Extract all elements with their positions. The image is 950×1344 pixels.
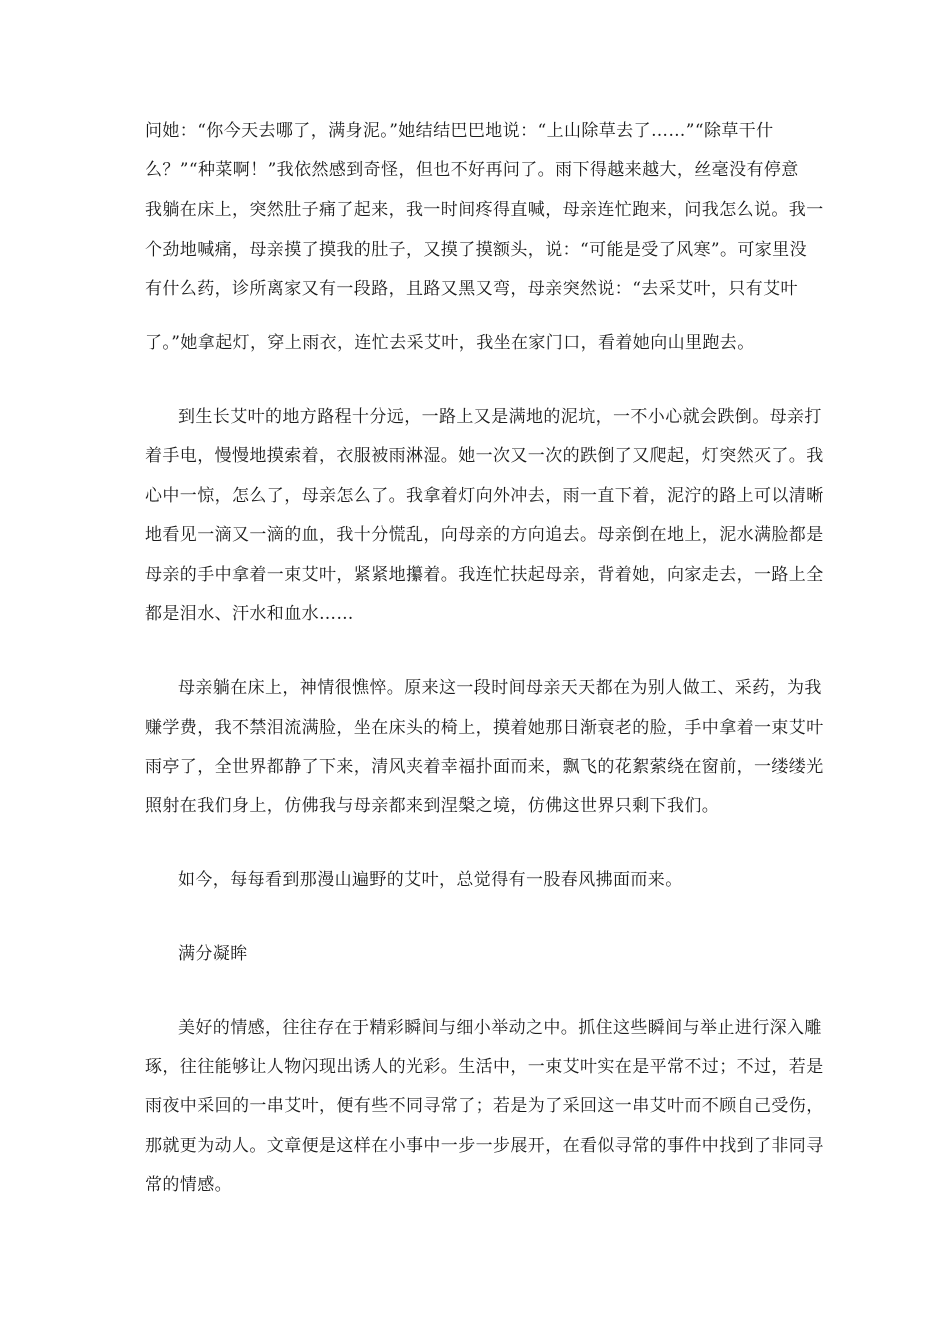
paragraph-1-line-6: 了。”她拿起灯，穿上雨衣，连忙去采艾叶，我坐在家门口，看着她向山里跑去。 bbox=[145, 333, 755, 353]
paragraph-1-line-5: 有什么药，诊所离家又有一段路，且路又黑又弯，母亲突然说：“去采艾叶，只有艾叶 bbox=[145, 279, 798, 299]
paragraph-4-line-1: 如今，每每看到那漫山遍野的艾叶，总觉得有一股春风拂面而来。 bbox=[178, 870, 683, 890]
paragraph-3-line-3: 雨亭了，全世界都静了下来，清风夹着幸福扑面而来，飘飞的花絮萦绕在窗前，一缕缕光 bbox=[145, 757, 824, 777]
paragraph-1-line-2: 么？”“种菜啊！”我依然感到奇怪，但也不好再问了。雨下得越来越大，丝毫没有停意 bbox=[145, 160, 799, 180]
paragraph-6-line-1: 美好的情感，往往存在于精彩瞬间与细小举动之中。抓住这些瞬间与举止进行深入雕 bbox=[178, 1018, 822, 1038]
paragraph-3-line-1: 母亲躺在床上，神情很憔悴。原来这一段时间母亲天天都在为别人做工、采药，为我 bbox=[178, 678, 822, 698]
paragraph-2-line-4: 地看见一滴又一滴的血，我十分慌乱，向母亲的方向追去。母亲倒在地上，泥水满脸都是 bbox=[145, 525, 824, 545]
paragraph-6-line-5: 常的情感。 bbox=[145, 1175, 232, 1195]
paragraph-1-line-4: 个劲地喊痛，母亲摸了摸我的肚子，又摸了摸额头，说：“可能是受了风寒”。可家里没 bbox=[145, 240, 807, 260]
paragraph-3-line-2: 赚学费，我不禁泪流满脸，坐在床头的椅上，摸着她那日渐衰老的脸，手中拿着一束艾叶 bbox=[145, 718, 824, 738]
paragraph-2-line-3: 心中一惊，怎么了，母亲怎么了。我拿着灯向外冲去，雨一直下着，泥泞的路上可以清晰 bbox=[145, 486, 824, 506]
paragraph-3-line-4: 照射在我们身上，仿佛我与母亲都来到涅槃之境，仿佛这世界只剩下我们。 bbox=[145, 796, 720, 816]
paragraph-6-line-2: 琢，往往能够让人物闪现出诱人的光彩。生活中，一束艾叶实在是平常不过；不过，若是 bbox=[145, 1057, 824, 1077]
section-heading: 满分凝眸 bbox=[178, 944, 248, 964]
paragraph-1-line-1: 问她：“你今天去哪了，满身泥。”她结结巴巴地说：“上山除草去了……”“除草干什 bbox=[145, 121, 774, 141]
paragraph-6-line-4: 那就更为动人。文章便是这样在小事中一步一步展开，在看似寻常的事件中找到了非同寻 bbox=[145, 1136, 824, 1156]
paragraph-2-line-5: 母亲的手中拿着一束艾叶，紧紧地攥着。我连忙扶起母亲，背着她，向家走去，一路上全 bbox=[145, 565, 824, 585]
paragraph-6-line-3: 雨夜中采回的一串艾叶，便有些不同寻常了；若是为了采回这一串艾叶而不顾自己受伤， bbox=[145, 1096, 824, 1116]
paragraph-2-line-6: 都是泪水、汗水和血水…… bbox=[145, 604, 354, 624]
paragraph-2-line-2: 着手电，慢慢地摸索着，衣服被雨淋湿。她一次又一次的跌倒了又爬起，灯突然灭了。我 bbox=[145, 446, 824, 466]
paragraph-2-line-1: 到生长艾叶的地方路程十分远，一路上又是满地的泥坑，一不小心就会跌倒。母亲打 bbox=[178, 407, 822, 427]
paragraph-1-line-3: 我躺在床上，突然肚子痛了起来，我一时间疼得直喊，母亲连忙跑来，问我怎么说。我一 bbox=[145, 200, 824, 220]
